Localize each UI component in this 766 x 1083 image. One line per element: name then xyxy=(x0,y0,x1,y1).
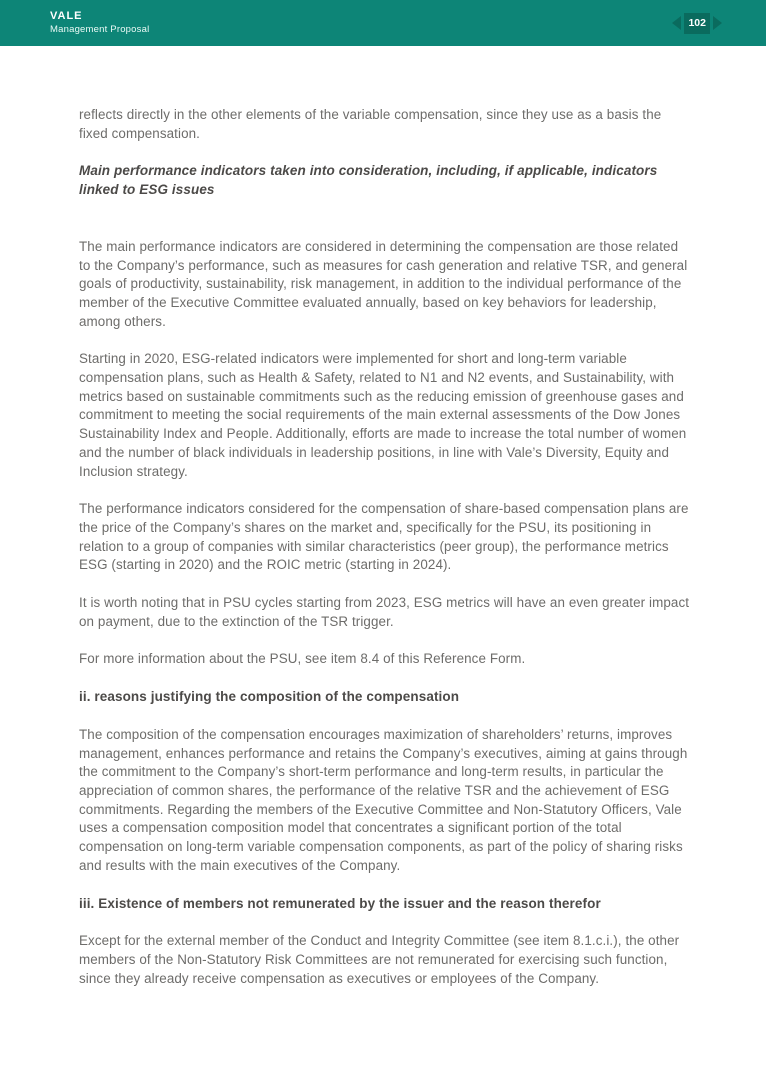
paragraph-psu-cycles: It is worth noting that in PSU cycles starting from 2023, ESG metrics will have an even greater impact on payment, due to the extinction of the TSR trigger. xyxy=(79,595,690,629)
paragraph-intro: reflects directly in the other elements of the variable compensation, since they use as a basis the fixed compensation. xyxy=(79,107,662,141)
paragraph-esg-2020: Starting in 2020, ESG-related indicators were implemented for short and long-term variable compensation plans, such as Health & Safety, related to N1 and N2 events, and Sustainability, with metrics based on sustainable commitments such as the reducing emission of greenhouse gases and commitment to meeting the social requirements of the main external assessments of the Dow Jones Sustainability Index and People. Additionally, efforts are made to increase the total number of women and the number of black individuals in leadership positions, in line with Vale’s Diversity, Equity and Inclusion strategy. xyxy=(79,351,687,479)
section-heading-performance-indicators: Main performance indicators taken into consideration, including, if applicable, indicators linked to ESG issues xyxy=(79,163,658,198)
brand-name: VALE xyxy=(50,10,83,23)
paragraph-external-member: Except for the external member of the Conduct and Integrity Committee (see item 8.1.c.i.), the other members of the Non-Statutory Risk Committees are not remunerated for exercising such function, since they already receive compensation as executives or employees of the Company. xyxy=(79,933,680,986)
page-header xyxy=(0,0,766,46)
page-number-badge: 102 xyxy=(684,13,710,34)
document-content xyxy=(0,46,766,1007)
paragraph-main-indicators: The main performance indicators are considered in determining the compensation are those related to the Company’s performance, such as measures for cash generation and relative TSR, and general goals of productivity, sustainability, risk management, in addition to the individual performance of the member of the Executive Committee evaluated annually, based on key behaviors for leadership, among others. xyxy=(79,238,688,329)
next-page-icon[interactable] xyxy=(713,16,722,30)
paragraph-composition: The composition of the compensation encourages maximization of shareholders’ returns, improves management, enhances performance and retains the Company’s executives, aiming at gains through the commitment to the Company’s short-term performance and long-term results, in particular the appreciation of common shares, the performance of the relative TSR and the achievement of ESG commitments. Regarding the members of the Executive Committee and Non-Statutory Officers, Vale uses a compensation composition model that concentrates a significant portion of the total compensation on long-term variable compensation components, as part of the policy of sharing risks and results with the main executives of the Company. xyxy=(79,726,688,873)
prev-page-icon[interactable] xyxy=(672,16,681,30)
paragraph-share-based-plans: The performance indicators considered for the compensation of share-based compensation plans are the price of the Company’s shares on the market and, specifically for the PSU, its positioning in relation to a group of companies with similar characteristics (peer group), the performance metrics ESG (starting in 2020) and the ROIC metric (starting in 2024). xyxy=(79,501,689,573)
page-navigation xyxy=(672,13,722,34)
section-heading-reasons-composition: ii. reasons justifying the composition of the compensation xyxy=(79,689,460,705)
brand-block xyxy=(50,10,149,36)
paragraph-psu-reference: For more information about the PSU, see item 8.4 of this Reference Form. xyxy=(79,651,526,667)
section-heading-members-not-remunerated: iii. Existence of members not remunerated by the issuer and the reason therefor xyxy=(79,895,601,911)
brand-subtitle: Management Proposal xyxy=(50,23,150,35)
